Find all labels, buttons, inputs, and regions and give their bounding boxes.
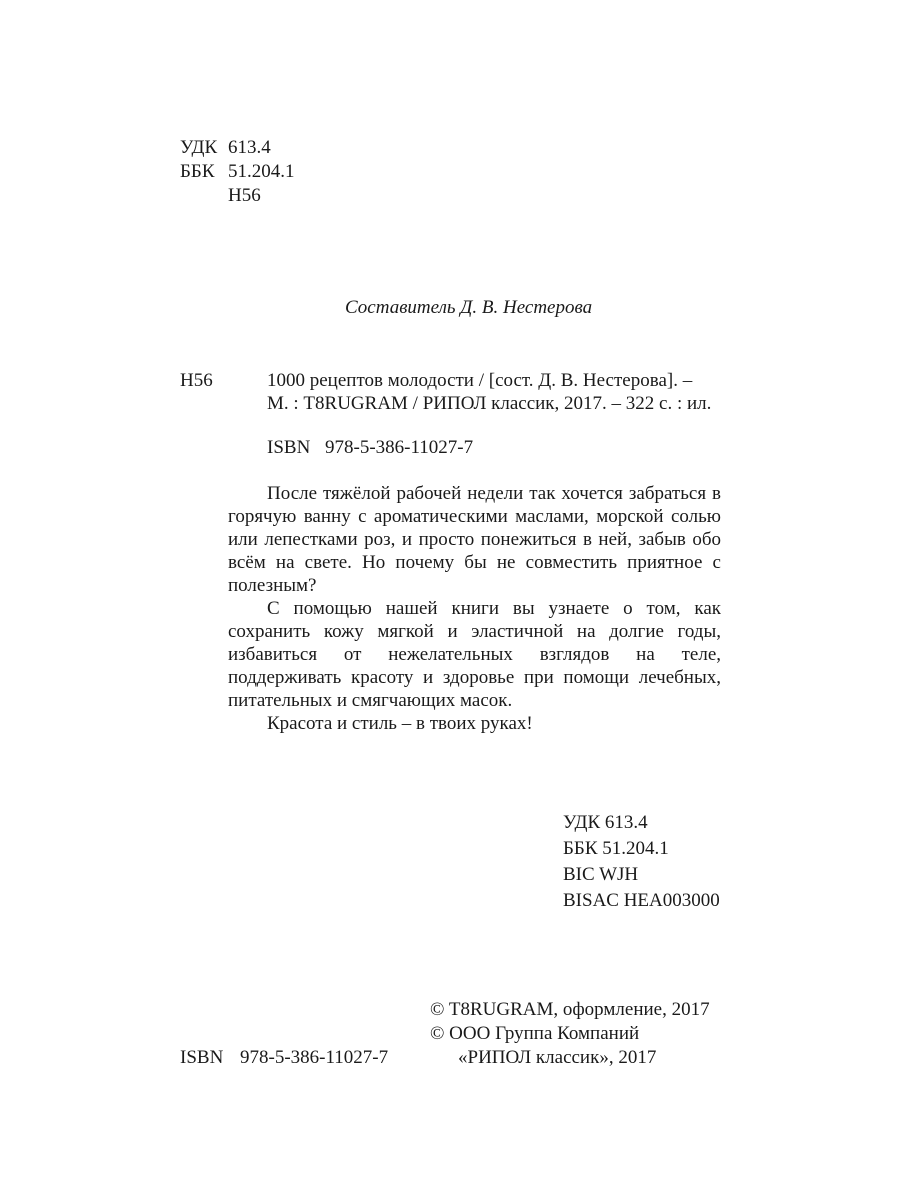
bbk-header-line (180, 161, 295, 183)
copyright-line-2: © ООО Группа Компаний (430, 1023, 640, 1044)
entry-line-1: 1000 рецептов молодости / [сост. Д. В. Нестерова]. – (267, 370, 693, 391)
code-udk: УДК 613.4 (563, 812, 648, 833)
code-bisac: BISAC HEA003000 (563, 890, 720, 911)
entry-isbn-value: 978-5-386-11027-7 (325, 437, 474, 458)
entry-author-mark: Н56 (180, 370, 213, 391)
udk-value: 613.4 (228, 137, 271, 158)
bbk-value: 51.204.1 (228, 161, 295, 182)
annotation-paragraph: С помощью нашей книги вы узнаете о том, как сохранить кожу мягкой и эластичной на долгие годы, избавиться от нежелательных взглядов на теле, поддерживать красоту и здоровье при помощи лечебных, питательных и смягчающих масок. (228, 598, 721, 711)
author-mark: Н56 (228, 185, 261, 206)
isbn-bottom-label: ISBN (180, 1047, 224, 1068)
isbn-bottom-value: 978-5-386-11027-7 (240, 1047, 389, 1068)
udk-label: УДК (180, 137, 218, 158)
entry-isbn-label: ISBN (267, 437, 311, 458)
annotation (228, 482, 721, 735)
code-bbk: ББК 51.204.1 (563, 838, 669, 859)
isbn-bottom (180, 1047, 388, 1069)
compiler-line: Составитель Д. В. Нестерова (345, 297, 593, 318)
copyright-line-3: «РИПОЛ классик», 2017 (458, 1047, 657, 1068)
entry-line-2: М. : T8RUGRAM / РИПОЛ классик, 2017. – 322 с. : ил. (267, 393, 712, 414)
classification-codes (563, 810, 720, 914)
copyright-line-1: © T8RUGRAM, оформление, 2017 (430, 999, 710, 1020)
copyright-block (430, 998, 710, 1070)
entry-isbn (267, 437, 473, 459)
annotation-paragraph: После тяжёлой рабочей недели так хочется забраться в горячую ванну с ароматическими маслами, морской солью или лепестками роз, и просто понежиться в ней, забыв обо всём на свете. Но почему бы не совместить приятное с полезным? (228, 483, 721, 596)
bbk-label: ББК (180, 161, 215, 182)
udk-header-line (180, 137, 271, 159)
code-bic: BIC WJH (563, 864, 639, 885)
annotation-paragraph: Красота и стиль – в твоих руках! (267, 713, 533, 734)
